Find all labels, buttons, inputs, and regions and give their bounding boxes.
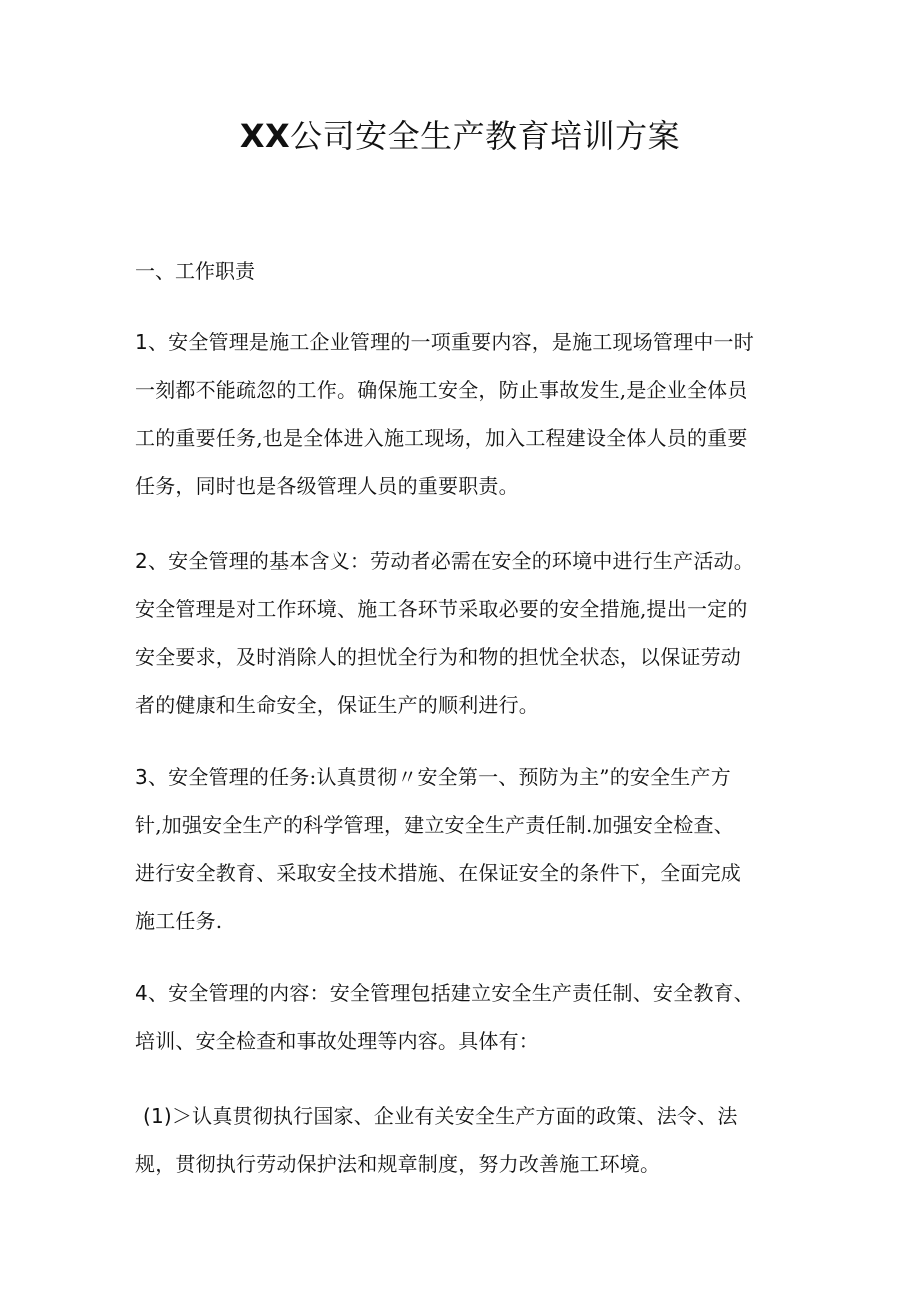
paragraph-3 xyxy=(135,753,805,945)
paragraph-line: 安全要求，及时消除人的担忧全行为和物的担忧全状态，以保证劳动 xyxy=(135,645,741,669)
paragraph-line: 工的重要任务,也是全体进入施工现场，加入工程建设全体人员的重要 xyxy=(135,426,748,450)
paragraph-number: 3 xyxy=(135,765,148,789)
line-text: ＞认真贯彻执行国家、企业有关安全生产方面的政策、法令、法 xyxy=(171,1104,738,1128)
paragraph-4 xyxy=(135,969,805,1065)
section-heading: 一、工作职责 xyxy=(135,259,255,283)
document-title xyxy=(0,112,920,160)
paragraph-line: 者的健康和生命安全，保证生产的顺利进行。 xyxy=(135,693,539,717)
paragraph-line: 进行安全教育、采取安全技术措施、在保证安全的条件下，全面完成 xyxy=(135,861,741,885)
title-text: 公司安全生产教育培训方案 xyxy=(290,117,681,155)
paragraph-1 xyxy=(135,318,805,510)
paragraph-number: 4 xyxy=(135,981,148,1005)
paragraph-line xyxy=(135,318,805,366)
title-prefix: XX xyxy=(239,117,291,155)
paragraph-number: 2 xyxy=(135,549,148,573)
line-text: 、安全管理的内容：安全管理包括建立安全生产责任制、安全教育、 xyxy=(147,981,754,1005)
paragraph-line xyxy=(135,753,805,801)
paragraph-line: 任务，同时也是各级管理人员的重要职责。 xyxy=(135,474,519,498)
paragraph-2 xyxy=(135,537,805,729)
paragraph-line xyxy=(135,1092,805,1140)
paragraph-number: (1) xyxy=(143,1104,172,1128)
paragraph-line: 培训、安全检查和事故处理等内容。具体有： xyxy=(135,1029,539,1053)
line-text: 、安全管理的任务:认真贯彻〃安全第一、预防为主”的安全生产方 xyxy=(147,765,731,789)
paragraph-number: 1 xyxy=(135,330,148,354)
line-text: 、安全管理是施工企业管理的一项重要内容，是施工现场管理中一时 xyxy=(147,330,754,354)
paragraph-line: 规，贯彻执行劳动保护法和规章制度，努力改善施工环境。 xyxy=(135,1152,661,1176)
paragraph-line: 针,加强安全生产的科学管理，建立安全生产责任制.加强安全检查、 xyxy=(135,813,734,837)
paragraph-line: 安全管理是对工作环境、施工各环节采取必要的安全措施,提出一定的 xyxy=(135,597,748,621)
paragraph-line: 一刻都不能疏忽的工作。确保施工安全，防止事故发生,是企业全体员 xyxy=(135,378,748,402)
line-text: 、安全管理的基本含义：劳动者必需在安全的环境中进行生产活动。 xyxy=(147,549,754,573)
paragraph-line xyxy=(135,969,805,1017)
paragraph-4-item-1 xyxy=(135,1092,805,1188)
paragraph-line: 施工任务. xyxy=(135,909,223,933)
paragraph-line xyxy=(135,537,805,585)
